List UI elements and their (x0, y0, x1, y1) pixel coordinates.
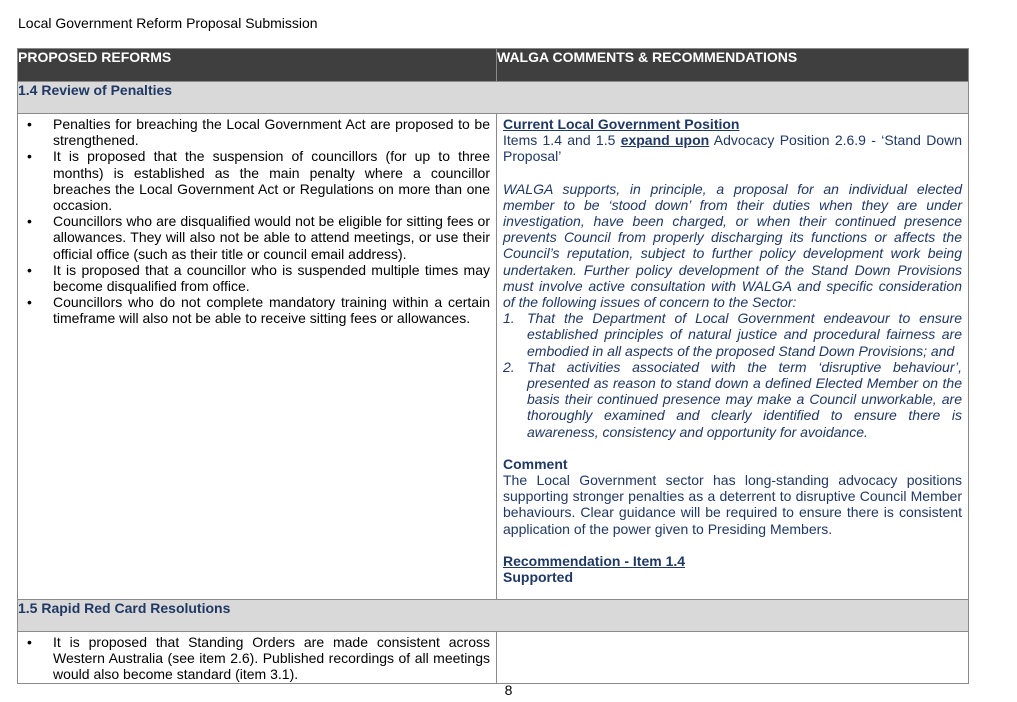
recommendation-value: Supported (503, 569, 573, 586)
comment-heading: Comment (503, 455, 568, 472)
walga-comments-cell (497, 632, 969, 684)
list-item: • It is proposed that Standing Orders are made consistent across Western Australia (see item 2.6). Published recordings of all meetings would also become standard (item 3.1). (27, 634, 490, 683)
proposals-cell (18, 114, 497, 600)
proposal-list (18, 632, 496, 683)
list-item: • It is proposed that the suspension of councillors (for up to three months) is established as the main penalty where a councillor breaches the Local Government Act or Regulations on more than one occasion. (27, 148, 490, 214)
expand-upon-text: expand upon (620, 132, 710, 149)
recommendation-heading: Recommendation - Item 1.4 (503, 552, 686, 569)
list-item: 1. That the Department of Local Government endeavour to ensure established principles of natural justice and procedural fairness are embodied in all aspects of the proposed Stand Down Provisions; and (503, 310, 962, 359)
list-item: • Councillors who are disqualified would not be eligible for sitting fees or allowances. They will also not be able to attend meetings, or use their official office (such as their title or council email address). (27, 213, 490, 262)
section-row-1-5 (18, 600, 969, 632)
proposal-list (18, 114, 496, 327)
bullet-icon: • (27, 261, 32, 278)
proposals-cell (18, 632, 497, 684)
page-number: 8 (504, 682, 513, 698)
table-row (18, 114, 969, 600)
list-item: • Penalties for breaching the Local Government Act are proposed to be strengthened. (27, 116, 490, 149)
table-row (18, 632, 969, 684)
reform-table (17, 48, 969, 684)
table-header-row (18, 49, 969, 82)
section-heading: 1.5 Rapid Red Card Resolutions (18, 600, 969, 632)
header-walga-comments: WALGA COMMENTS & RECOMMENDATIONS (497, 49, 969, 82)
bullet-icon: • (27, 116, 32, 132)
section-heading: 1.4 Review of Penalties (18, 82, 969, 114)
position-text: Items 1.4 and 1.5 expand upon Advocacy Position 2.6.9 - ‘Stand Down Proposal’ (503, 132, 962, 165)
comment-text: The Local Government sector has long-standing advocacy positions supporting stronger penalties as a deterrent to disruptive Council Member behaviours. Clear guidance will be required to ensure there is consistent application of the power given to Presiding Members. (503, 472, 962, 537)
section-row-1-4 (18, 82, 969, 114)
bullet-icon: • (27, 148, 32, 165)
support-text: WALGA supports, in principle, a proposal for an individual elected member to be ‘stood down’ from their duties when they are under investigation, have been charged, or when their continued presence prevents Council from properly discharging its functions or affects the Council’s reputation, subject to further policy development work being undertaken. Further policy development of the Stand Down Provisions must involve active consultation with WALGA and specific consideration of the following issues of concern to the Sector: (503, 180, 962, 311)
bullet-icon: • (27, 634, 32, 650)
list-item: 2. That activities associated with the term ‘disruptive behaviour’, presented as reason to stand down a defined Elected Member on the basis their continued presence may make a Council unworkable, are thoroughly examined and clearly identified to ensure there is awareness, consistency and opportunity for avoidance. (503, 358, 962, 440)
header-proposed-reforms: PROPOSED REFORMS (18, 49, 497, 82)
bullet-icon: • (27, 294, 32, 311)
list-item: • Councillors who do not complete mandatory training within a certain timeframe will also not be able to receive sitting fees or allowances. (27, 294, 490, 327)
position-heading: Current Local Government Position (503, 116, 740, 132)
document-title: Local Government Reform Proposal Submission (18, 15, 318, 31)
walga-comments-cell (497, 114, 969, 600)
list-item: • It is proposed that a councillor who is suspended multiple times may become disqualified from office. (27, 261, 490, 295)
bullet-icon: • (27, 213, 32, 230)
issues-list (503, 310, 962, 440)
